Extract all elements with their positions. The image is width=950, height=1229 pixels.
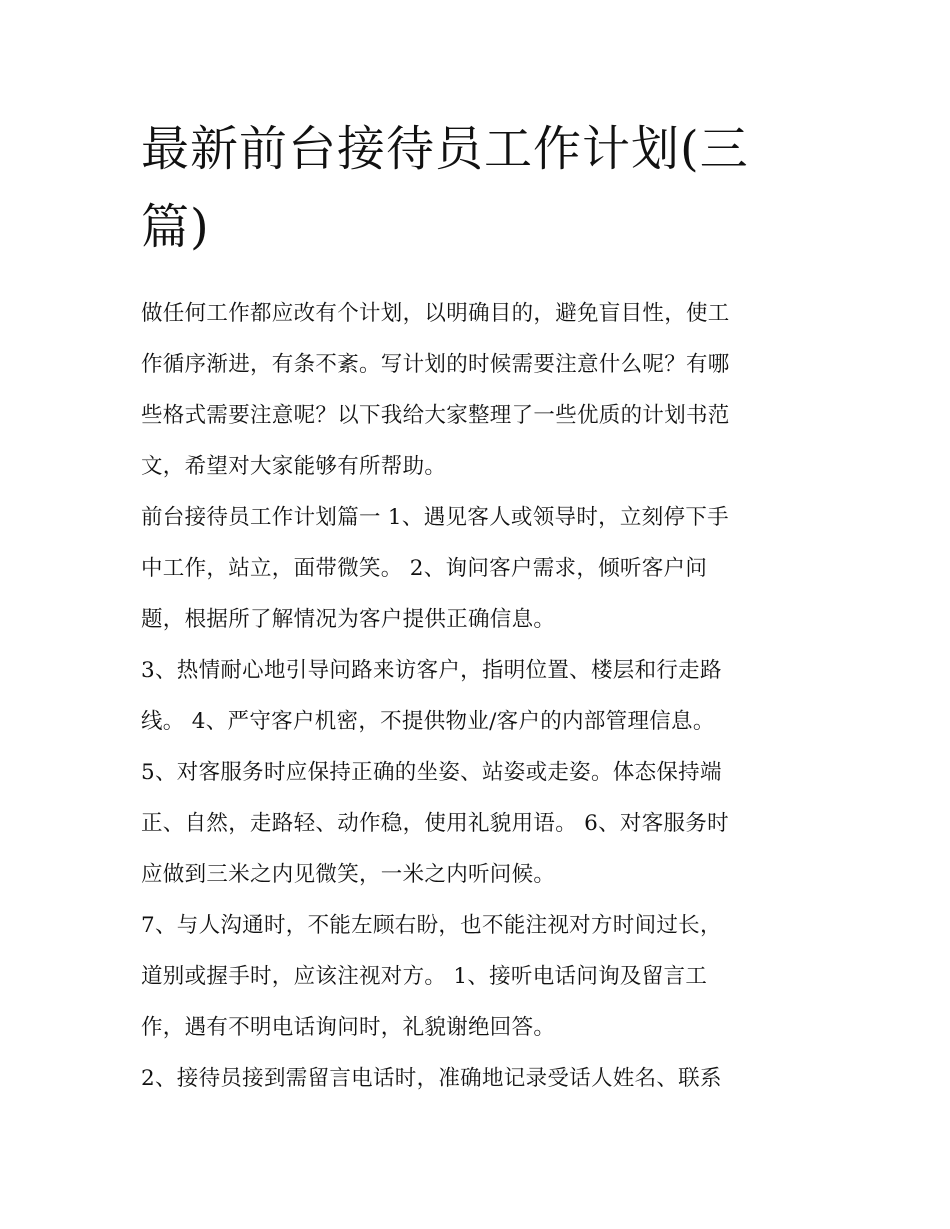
paragraph-line: 题，根据所了解情况为客户提供正确信息。 (141, 607, 556, 632)
paragraph-line: 作循序渐进，有条不紊。写计划的时候需要注意什么呢？有哪 (141, 352, 730, 377)
document-title (141, 110, 813, 266)
paragraph-line: 正、自然，走路轻、动作稳，使用礼貌用语。 6、对客服务时 (141, 811, 729, 836)
paragraph-line: 前台接待员工作计划篇一 1、遇见客人或领导时，立刻停下手 (141, 505, 729, 530)
body-paragraph (141, 645, 813, 747)
paragraph-line: 道别或握手时，应该注视对方。 1、接听电话问询及留言工 (141, 964, 708, 989)
paragraph-line: 做任何工作都应改有个计划，以明确目的，避免盲目性，使工 (141, 301, 730, 326)
body-paragraph (141, 900, 813, 1053)
body-paragraph (141, 1053, 813, 1104)
paragraph-line: 应做到三米之内见微笑，一米之内听问候。 (141, 862, 556, 887)
paragraph-line: 2、接待员接到需留言电话时，准确地记录受话人姓名、联系 (141, 1066, 722, 1091)
paragraph-line: 5、对客服务时应保持正确的坐姿、站姿或走姿。体态保持端 (141, 760, 722, 785)
paragraph-line: 7、与人沟通时，不能左顾右盼，也不能注视对方时间过长， (141, 913, 722, 938)
paragraph-line: 作，遇有不明电话询问时，礼貌谢绝回答。 (141, 1015, 556, 1040)
document-content (141, 110, 813, 1104)
paragraph-line: 线。 4、严守客户机密，不提供物业/客户的内部管理信息。 (141, 709, 715, 734)
paragraph-line: 3、热情耐心地引导问路来访客户，指明位置、楼层和行走路 (141, 658, 722, 683)
body-paragraph (141, 747, 813, 900)
intro-paragraph (141, 288, 813, 492)
paragraph-line: 些格式需要注意呢？以下我给大家整理了一些优质的计划书范 (141, 403, 730, 428)
title-line: 篇) (141, 199, 210, 255)
body-paragraph (141, 492, 813, 645)
paragraph-line: 中工作，站立，面带微笑。 2、询问客户需求，倾听客户问 (141, 556, 708, 581)
paragraph-line: 文，希望对大家能够有所帮助。 (141, 454, 447, 479)
title-line: 最新前台接待员工作计划(三 (141, 121, 749, 177)
